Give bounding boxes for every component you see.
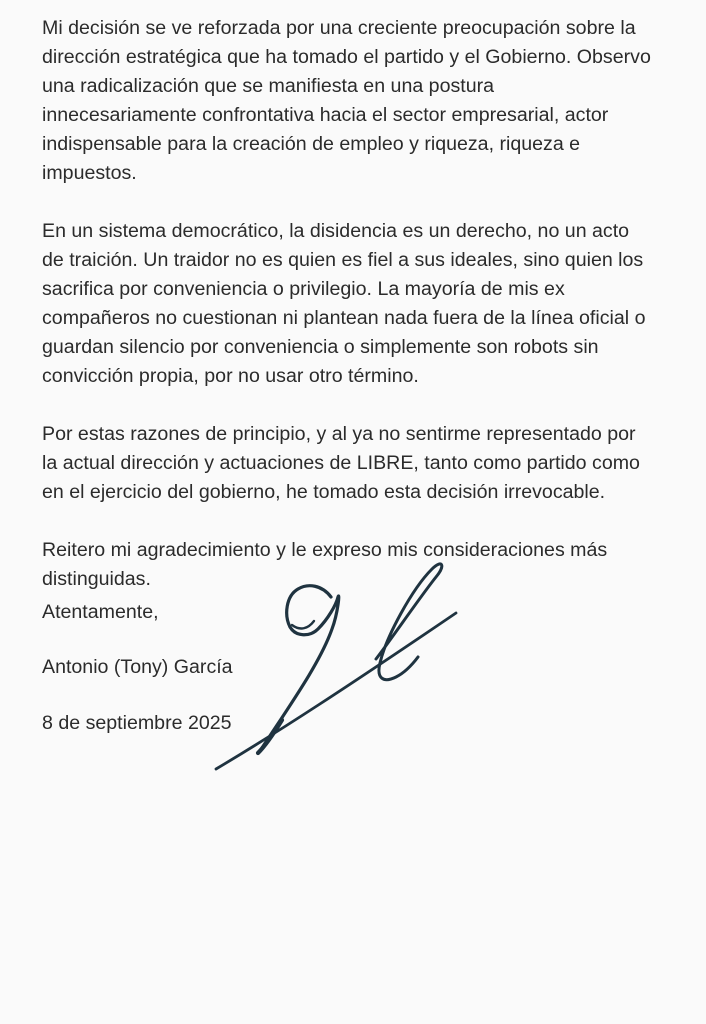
paragraph-3 — [42, 420, 682, 507]
text-line: distinguidas. — [42, 568, 151, 590]
text-line: de traición. Un traidor no es quien es fiel a sus ideales, sino quien los — [42, 249, 644, 271]
text-line: sacrifica por conveniencia o privilegio. La mayoría de mis ex — [42, 278, 565, 300]
text-line: Reitero mi agradecimiento y le expreso mis consideraciones más — [42, 539, 608, 561]
paragraph-1 — [42, 14, 682, 188]
signer-name: Antonio (Tony) García — [42, 656, 233, 678]
letter-date: 8 de septiembre 2025 — [42, 712, 232, 734]
text-line: impuestos. — [42, 162, 137, 184]
text-line: convicción propia, por no usar otro término. — [42, 365, 419, 387]
text-line: la actual dirección y actuaciones de LIBRE, tanto como partido como — [42, 452, 640, 474]
text-line: indispensable para la creación de empleo y riqueza, riqueza e — [42, 133, 581, 155]
text-line: guardan silencio por conveniencia o simplemente son robots sin — [42, 336, 599, 358]
text-line: compañeros no cuestionan ni plantean nada fuera de la línea oficial o — [42, 307, 646, 329]
text-line: en el ejercicio del gobierno, he tomado esta decisión irrevocable. — [42, 481, 606, 503]
text-line: innecesariamente confrontativa hacia el sector empresarial, actor — [42, 104, 609, 126]
paragraph-2 — [42, 217, 682, 391]
text-line: una radicalización que se manifiesta en una postura — [42, 75, 495, 97]
text-line: En un sistema democrático, la disidencia es un derecho, no un acto — [42, 220, 630, 242]
text-line: dirección estratégica que ha tomado el partido y el Gobierno. Observo — [42, 46, 651, 68]
text-line: Por estas razones de principio, y al ya no sentirme representado por — [42, 423, 636, 445]
letter-body — [42, 14, 682, 623]
signature-icon — [200, 555, 480, 785]
text-line: Mi decisión se ve reforzada por una creciente preocupación sobre la — [42, 17, 636, 39]
closing-salutation: Atentamente, — [42, 601, 159, 623]
